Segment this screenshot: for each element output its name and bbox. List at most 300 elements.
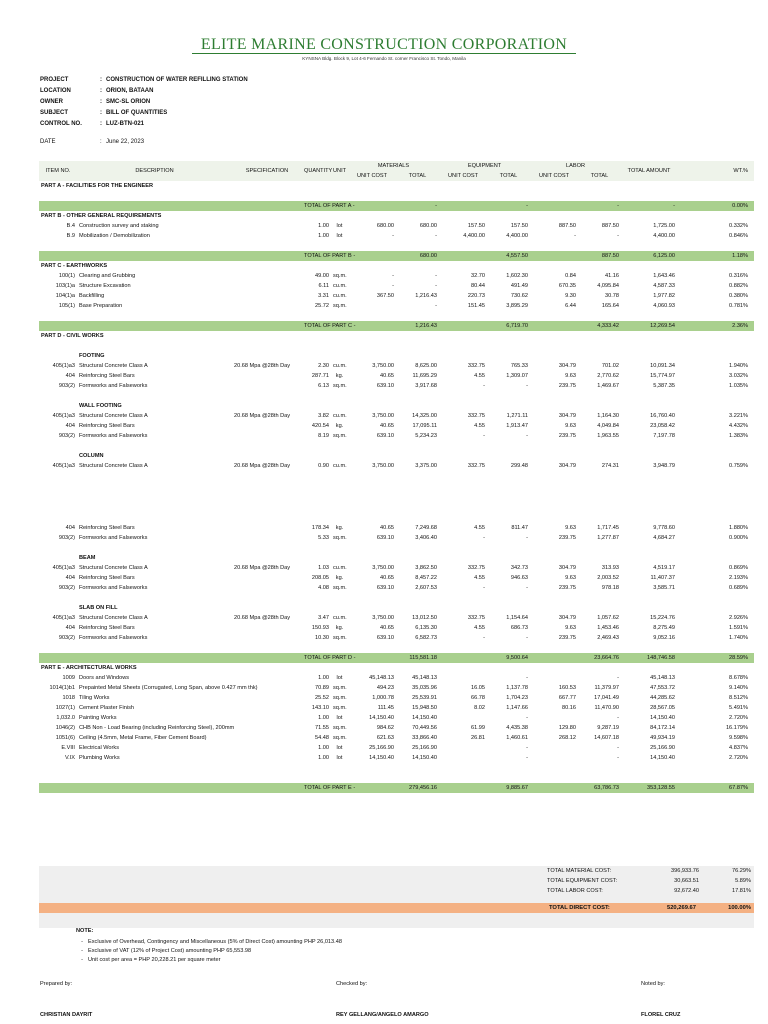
item-quantity: 3.82 <box>318 413 329 419</box>
labor-total: 887.50 <box>601 223 620 229</box>
labor-unit-cost: 304.79 <box>558 363 577 369</box>
item-quantity: 4.08 <box>318 585 329 591</box>
equipment-unit-cost: 26.81 <box>471 735 486 741</box>
equipment-total: 946.63 <box>510 575 529 581</box>
total-amount: 1,725.00 <box>653 223 676 229</box>
item-description: Doors and Windows <box>79 675 130 681</box>
material-total: 14,150.40 <box>412 755 438 761</box>
material-total: 11,695.29 <box>412 373 438 379</box>
material-unit-cost: 639.10 <box>376 635 394 641</box>
labor-unit-cost: 887.50 <box>558 223 577 229</box>
item-quantity: 8.19 <box>318 433 329 439</box>
item-unit: lot <box>336 233 343 239</box>
equipment-total: - <box>526 635 529 641</box>
bill-of-quantities-table <box>39 161 754 793</box>
material-total: 17,095.11 <box>412 423 438 429</box>
item-unit: cu.m. <box>333 363 347 369</box>
table-row <box>39 703 754 713</box>
total-amount: 4,519.17 <box>653 565 676 571</box>
item-no: 1046(2) <box>55 725 75 731</box>
material-unit-cost: 111.45 <box>377 705 394 711</box>
equipment-total: 9,500.64 <box>487 653 530 663</box>
weight-percent: 0.689% <box>729 585 749 591</box>
table-row <box>39 563 754 573</box>
total-amount: 15,774.97 <box>650 373 676 379</box>
equipment-unit-cost: - <box>483 585 486 591</box>
item-specification <box>232 301 302 311</box>
letterhead-rule <box>192 53 576 54</box>
item-description: Ceiling (4.5mm, Metal Frame, Fiber Cement Board) <box>79 735 207 741</box>
item-unit: lot <box>336 223 343 229</box>
labor-total: 23,664.76 <box>578 653 621 663</box>
item-description: Construction survey and staking <box>79 223 159 229</box>
labor-total: 313.93 <box>601 565 620 571</box>
item-description: Structure Excavation <box>79 283 131 289</box>
material-total: 8,625.00 <box>415 363 438 369</box>
labor-unit-cost: 239.75 <box>558 535 577 541</box>
table-row <box>39 673 754 683</box>
item-no: 405(1)a3 <box>52 615 75 621</box>
table-row <box>39 271 754 281</box>
spacer-row <box>39 643 754 653</box>
spacer-row <box>39 593 754 603</box>
equipment-total: 4,557.50 <box>487 251 530 261</box>
part-total-label: TOTAL OF PART C - <box>302 321 396 331</box>
weight-percent: 9.598% <box>729 735 749 741</box>
equipment-total: - <box>487 201 530 211</box>
labor-unit-cost <box>530 753 578 763</box>
spacer-row <box>39 311 754 321</box>
item-description: Structural Concrete Class A <box>79 363 148 369</box>
equipment-total: - <box>526 755 529 761</box>
weight-percent: 3.221% <box>729 413 749 419</box>
total-amount: 4,587.33 <box>653 283 676 289</box>
equipment-total: 491.49 <box>510 283 529 289</box>
labor-unit-cost: 9.63 <box>565 373 577 379</box>
item-unit: sq.m. <box>333 383 347 389</box>
item-unit: sq.m. <box>333 433 347 439</box>
material-unit-cost: 40.65 <box>380 525 394 531</box>
summary-line: TOTAL EQUIPMENT COST: 30,663.51 5.89% <box>547 878 751 884</box>
section-header-row <box>39 261 754 271</box>
total-amount: 3,948.79 <box>653 463 676 469</box>
item-no: 903(2) <box>58 585 75 591</box>
item-description: Cement Plaster Finish <box>79 705 135 711</box>
item-quantity: 6.11 <box>318 283 329 289</box>
material-unit-cost: - <box>392 233 394 239</box>
material-unit-cost: 40.65 <box>380 575 394 581</box>
table-row <box>39 583 754 593</box>
item-unit: cu.m. <box>333 463 347 469</box>
material-unit-cost: 40.65 <box>380 373 394 379</box>
labor-unit-cost: 239.75 <box>558 635 577 641</box>
equipment-unit-cost: - <box>483 383 486 389</box>
item-no: 100(1) <box>58 273 75 279</box>
item-no: 404 <box>65 575 75 581</box>
item-specification <box>232 431 302 441</box>
equipment-total: 299.48 <box>510 463 529 469</box>
total-amount: 16,760.40 <box>650 413 676 419</box>
equipment-unit-cost: 61.99 <box>471 725 486 731</box>
weight-percent: 0.846% <box>729 233 749 239</box>
item-no: 104(1)a <box>55 293 75 299</box>
material-unit-cost: 621.63 <box>376 735 394 741</box>
item-description: Clearing and Grubbing <box>79 273 136 279</box>
material-total: 14,325.00 <box>412 413 438 419</box>
item-quantity: 70.89 <box>315 685 329 691</box>
total-amount: 7,197.78 <box>653 433 676 439</box>
labor-total: 1,057.62 <box>597 615 620 621</box>
weight-percent: 4.837% <box>729 745 749 751</box>
labor-total: 4,095.84 <box>597 283 620 289</box>
item-unit: sq.m. <box>333 535 347 541</box>
item-quantity: 1.00 <box>318 755 329 761</box>
part-total-row <box>39 783 754 793</box>
section-title: PART A - FACILITIES FOR THE ENGINEER <box>41 183 153 189</box>
date-row: DATE : June 22, 2023 <box>40 139 145 145</box>
weight-percent: 0.316% <box>729 273 749 279</box>
equipment-unit-cost: 8.02 <box>474 705 486 711</box>
part-total-row <box>39 653 754 663</box>
item-quantity: 150.93 <box>311 625 329 631</box>
info-row: OWNER : SMC-SL ORION <box>40 99 151 105</box>
total-amount: 44,285.62 <box>650 695 676 701</box>
equipment-total: - <box>526 433 529 439</box>
item-quantity: 1.00 <box>318 675 329 681</box>
table-row <box>39 301 754 311</box>
item-specification <box>232 221 302 231</box>
table-row <box>39 411 754 421</box>
notes: NOTE: - Exclusive of Overhead, Contingency and Miscellaneous (5% of Direct Cost) amounting PHP 26,013.48 - Exclusive of VAT (12% of Project Cost) amounting PHP 65,553.98 - Unit cost per area = PHP 20,228.21 per square meter <box>76 928 342 963</box>
item-specification <box>232 633 302 643</box>
material-total: 15,948.50 <box>412 705 438 711</box>
item-specification: 20.68 Mpa @28th Day <box>234 615 291 621</box>
total-amount: 25,166.90 <box>650 745 676 751</box>
table-row <box>39 613 754 623</box>
item-no: 404 <box>65 625 75 631</box>
item-unit: sq.m. <box>333 725 347 731</box>
equipment-total: 1,309.07 <box>506 373 529 379</box>
labor-unit-cost: 9.63 <box>565 423 577 429</box>
equipment-unit-cost: 157.50 <box>467 223 486 229</box>
item-description: Plumbing Works <box>79 755 120 761</box>
item-specification <box>232 743 302 753</box>
item-specification <box>232 421 302 431</box>
material-total: 2,607.53 <box>415 585 438 591</box>
item-no: 903(2) <box>58 635 75 641</box>
labor-total: - <box>617 755 620 761</box>
materials-total: 1,216.43 <box>396 321 439 331</box>
item-quantity: 1.00 <box>318 223 329 229</box>
labor-unit-cost: 129.80 <box>558 725 577 731</box>
item-specification <box>232 733 302 743</box>
prepared-by-label: Prepared by: <box>40 981 73 987</box>
table-row <box>39 281 754 291</box>
materials-total: 115,581.18 <box>396 653 439 663</box>
labor-unit-cost <box>530 673 578 683</box>
spacer-row <box>39 341 754 351</box>
weight-percent: 1.18% <box>677 251 754 261</box>
weight-percent: 1.940% <box>729 363 749 369</box>
weight-percent: 67.87% <box>677 783 754 793</box>
labor-unit-cost: - <box>574 233 577 239</box>
total-amount: 1,977.82 <box>653 293 676 299</box>
equipment-unit-cost: 4.55 <box>474 423 486 429</box>
item-unit: kg. <box>335 625 344 631</box>
section-title: PART E - ARCHITECTURAL WORKS <box>41 665 137 671</box>
equipment-unit-cost: 4.55 <box>474 625 486 631</box>
item-quantity: 2.30 <box>318 363 329 369</box>
labor-total: 978.18 <box>601 585 620 591</box>
item-quantity: 10.30 <box>315 635 329 641</box>
material-unit-cost: - <box>392 273 394 279</box>
prepared-by-name: CHRISTIAN DAYRIT <box>40 1012 93 1018</box>
spacer-row <box>39 471 754 523</box>
item-unit: sq.m. <box>333 695 347 701</box>
weight-percent: 0.781% <box>729 303 749 309</box>
summary-line: TOTAL MATERIAL COST: 396,933.76 76.29% <box>547 868 751 874</box>
materials-total: - <box>396 201 439 211</box>
item-specification <box>232 583 302 593</box>
equipment-unit-cost: 16.05 <box>471 685 486 691</box>
equipment-unit-cost: 66.78 <box>471 695 486 701</box>
table-row <box>39 421 754 431</box>
item-description: Formworks and Falseworks <box>79 585 148 591</box>
material-total: 3,917.68 <box>415 383 438 389</box>
spacer-row <box>39 191 754 201</box>
item-no: 405(1)a3 <box>52 363 75 369</box>
material-unit-cost: 367.50 <box>376 293 394 299</box>
labor-unit-cost: 6.44 <box>565 303 577 309</box>
equipment-unit-cost: - <box>483 535 486 541</box>
total-amount: 8,275.49 <box>653 625 676 631</box>
total-amount: 28,567.05 <box>650 705 676 711</box>
material-unit-cost: 45,148.13 <box>369 675 394 681</box>
equipment-unit-cost <box>439 743 487 753</box>
labor-total: 2,003.52 <box>597 575 620 581</box>
item-quantity: 208.05 <box>311 575 329 581</box>
item-description: Formworks and Falseworks <box>79 535 148 541</box>
date-value: June 22, 2023 <box>106 139 145 145</box>
item-no: B.4 <box>66 223 75 229</box>
labor-total: 11,379.97 <box>594 685 620 691</box>
labor-unit-cost: 9.63 <box>565 525 577 531</box>
material-unit-cost: 3,750.00 <box>372 363 394 369</box>
material-total: 33,866.40 <box>412 735 438 741</box>
part-total-row <box>39 321 754 331</box>
item-unit: cu.m. <box>333 293 347 299</box>
item-specification <box>232 381 302 391</box>
material-total: 45,148.13 <box>412 675 438 681</box>
item-unit: lot <box>336 745 343 751</box>
item-description: Prepainted Metal Sheets (Corrugated, Long Span, above 0.427 mm thk) <box>79 685 258 691</box>
weight-percent: 0.882% <box>729 283 749 289</box>
section-title: SLAB ON FILL <box>79 605 118 611</box>
equipment-total: 4,435.38 <box>506 725 529 731</box>
table-row <box>39 231 754 241</box>
checked-by-name: REY GELLANG/ANGELO AMARGO <box>336 1012 429 1018</box>
section-title: PART D - CIVIL WORKS <box>41 333 104 339</box>
labor-total: 30.78 <box>605 293 620 299</box>
material-unit-cost: 639.10 <box>376 383 394 389</box>
equipment-unit-cost <box>439 713 487 723</box>
item-no: 903(2) <box>58 433 75 439</box>
equipment-unit-cost: 32.70 <box>471 273 486 279</box>
item-specification <box>232 703 302 713</box>
item-no: 1009 <box>62 675 75 681</box>
item-description: Electrical Works <box>79 745 119 751</box>
note-item: - Unit cost per area = PHP 20,228.21 per square meter <box>81 957 221 963</box>
total-amount: 5,387.35 <box>653 383 676 389</box>
item-quantity: 49.00 <box>315 273 329 279</box>
company-address: KYNSNA Bldg. Block 9, Lot 4-6 Fernando St. corner Francisco St. Tondo, Manila <box>302 56 466 61</box>
spacer-row <box>39 441 754 451</box>
table-row <box>39 573 754 583</box>
item-no: 404 <box>65 423 75 429</box>
item-quantity: 25.72 <box>315 303 329 309</box>
spacer-row <box>39 763 754 773</box>
equipment-total: 342.73 <box>510 565 529 571</box>
labor-total: 165.64 <box>601 303 620 309</box>
summary-line: TOTAL LABOR COST: 92,672.40 17.81% <box>547 888 751 894</box>
material-unit-cost: 25,166.90 <box>369 745 394 751</box>
section-title: BEAM <box>79 555 96 561</box>
item-specification: 20.68 Mpa @28th Day <box>234 413 291 419</box>
weight-percent: 8.512% <box>729 695 749 701</box>
material-total: 3,375.00 <box>415 463 438 469</box>
material-total: 680.00 <box>419 223 438 229</box>
item-no: 1051(6) <box>55 735 75 741</box>
section-header-row <box>39 211 754 221</box>
info-row: SUBJECT : BILL OF QUANTITIES <box>40 110 168 116</box>
item-specification <box>232 723 302 733</box>
item-unit: sq.m. <box>333 685 347 691</box>
part-total-label: TOTAL OF PART A - <box>302 201 396 211</box>
item-unit: kg. <box>335 423 344 429</box>
total-amount: 1,643.46 <box>653 273 676 279</box>
item-unit: kg. <box>335 525 344 531</box>
item-quantity: 3.47 <box>318 615 329 621</box>
item-unit: sq.m. <box>333 635 347 641</box>
item-no: 405(1)a3 <box>52 565 75 571</box>
item-specification <box>232 533 302 543</box>
labor-total: - <box>578 201 621 211</box>
section-title: PART B - OTHER GENERAL REQUIREMENTS <box>41 213 162 219</box>
item-specification: 20.68 Mpa @28th Day <box>234 463 291 469</box>
labor-unit-cost: 9.30 <box>565 293 577 299</box>
item-specification <box>232 693 302 703</box>
material-unit-cost: 639.10 <box>376 433 394 439</box>
item-description: Structural Concrete Class A <box>79 565 148 571</box>
equipment-total: 3,895.29 <box>506 303 529 309</box>
checked-by-label: Checked by: <box>336 981 368 987</box>
item-no: 1014(1)b1 <box>49 685 75 691</box>
item-quantity: 0.90 <box>318 463 329 469</box>
equipment-total: - <box>526 715 529 721</box>
material-total: 7,249.68 <box>415 525 438 531</box>
item-no: E.VIII <box>61 745 75 751</box>
item-specification <box>232 231 302 241</box>
item-unit: cu.m. <box>333 283 347 289</box>
total-amount: 9,052.16 <box>653 635 676 641</box>
item-specification: 20.68 Mpa @28th Day <box>234 363 291 369</box>
total-amount: 6,125.00 <box>621 251 677 261</box>
item-description: Painting Works <box>79 715 117 721</box>
labor-unit-cost: 304.79 <box>558 463 577 469</box>
material-unit-cost: 494.23 <box>376 685 394 691</box>
part-total-row <box>39 251 754 261</box>
labor-total: 1,164.30 <box>597 413 620 419</box>
item-specification <box>232 673 302 683</box>
item-quantity: 1.00 <box>318 233 329 239</box>
table-row <box>39 743 754 753</box>
labor-unit-cost: 160.53 <box>558 685 577 691</box>
labor-unit-cost: 9.63 <box>565 575 577 581</box>
labor-total: 1,277.87 <box>597 535 620 541</box>
section-title: PART C - EARTHWORKS <box>41 263 108 269</box>
subsection-header-row <box>39 603 754 613</box>
item-specification: 20.68 Mpa @28th Day <box>234 565 291 571</box>
cost-summary <box>39 866 754 928</box>
material-total: - <box>435 303 438 309</box>
material-total: 70,449.56 <box>412 725 438 731</box>
total-amount: 9,778.60 <box>653 525 676 531</box>
noted-by-name: FLOREL CRUZ <box>641 1012 681 1018</box>
total-amount: 84,172.14 <box>650 725 676 731</box>
equipment-total: 6,719.70 <box>487 321 530 331</box>
material-unit-cost: 680.00 <box>376 223 394 229</box>
table-row <box>39 733 754 743</box>
item-no: 404 <box>65 525 75 531</box>
material-total: 3,406.40 <box>415 535 438 541</box>
labor-total: 887.50 <box>578 251 621 261</box>
item-unit: cu.m. <box>333 413 347 419</box>
item-no: 903(2) <box>58 535 75 541</box>
total-amount: 148,746.58 <box>621 653 677 663</box>
table-body <box>39 181 754 793</box>
weight-percent: 9.140% <box>729 685 749 691</box>
section-title: WALL FOOTING <box>79 403 122 409</box>
item-unit: lot <box>336 675 343 681</box>
subsection-header-row <box>39 553 754 563</box>
item-description: Formworks and Falseworks <box>79 635 148 641</box>
labor-total: 11,470.90 <box>594 705 620 711</box>
equipment-unit-cost: 332.75 <box>467 463 486 469</box>
equipment-total: 686.73 <box>510 625 529 631</box>
weight-percent: 16.179% <box>725 725 749 731</box>
item-specification <box>232 753 302 763</box>
total-amount: 11,407.37 <box>650 575 676 581</box>
material-unit-cost: 639.10 <box>376 535 394 541</box>
labor-total: - <box>617 715 620 721</box>
table-row <box>39 753 754 763</box>
material-total: 8,457.22 <box>415 575 438 581</box>
material-total: 13,012.50 <box>412 615 438 621</box>
item-unit: cu.m. <box>333 615 347 621</box>
table-row <box>39 633 754 643</box>
table-row <box>39 713 754 723</box>
letterhead <box>0 36 768 54</box>
material-unit-cost: - <box>392 283 394 289</box>
part-total-label: TOTAL OF PART E - <box>302 783 396 793</box>
item-description: CHB Non - Load Bearing (including Reinforcing Steel), 200mm <box>79 725 235 731</box>
item-no: 103(1)a <box>55 283 75 289</box>
item-description: Reinforcing Steel Bars <box>79 373 135 379</box>
table-row <box>39 371 754 381</box>
equipment-total: 1,602.30 <box>506 273 529 279</box>
item-no: 903(2) <box>58 383 75 389</box>
total-amount: 4,400.00 <box>653 233 676 239</box>
